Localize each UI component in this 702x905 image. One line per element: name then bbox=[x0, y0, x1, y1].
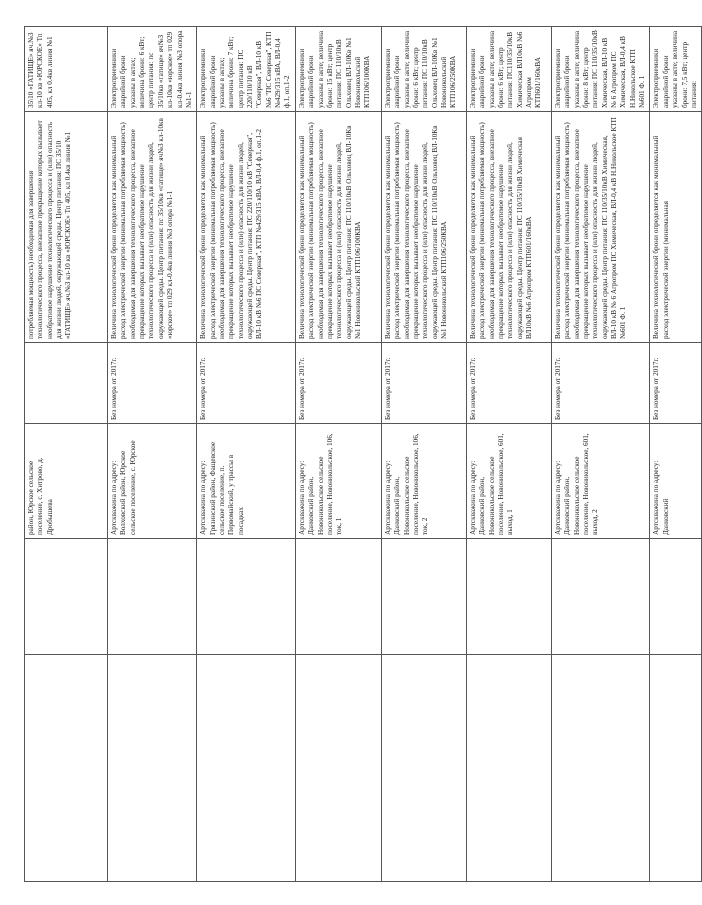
consumer-cell bbox=[25, 539, 108, 655]
consumer-cell bbox=[650, 539, 702, 655]
location-cell: район, Юрское сельское поселение, с. Хитрово, д. Дробышева bbox=[25, 424, 108, 539]
technological-reserve-cell: Величина технологической брони определяется как минимальный расход электрической энергии (минимальная потребляемая мощность) необходимая для завершения технологического процесса, внезапное прекращение которых вызывает необратимое нарушение технологического процесса и (или) опасность для жизни людей, окружающей среды. Центр питания: пс 35/10кв «гатище» яч№3 кл-10кв «юрское» тп 029 кл-0.4кв линия №3 опора №1-1 bbox=[108, 112, 197, 343]
technological-reserve-cell: Величина технологической брони определяется как минимальный расход электрической энергии (минимальная потребляемая мощность) необходимая для завершения технологического процесса, внезапное прекращение которых вызывает необратимое нарушение технологического процесса и (или) опасность для жизни людей, окружающей среды. Центр питания: ПС 110/35/10кВ Химическая ВЛ10кВ №6 Агропром КТП601/160кВА bbox=[466, 112, 551, 343]
act-number-cell: Без номера от 2017г. bbox=[551, 343, 650, 424]
row-number-cell bbox=[25, 655, 108, 882]
consumer-cell bbox=[108, 539, 197, 655]
act-number-cell: Без номера от 2017г. bbox=[381, 343, 466, 424]
row-number-cell bbox=[381, 655, 466, 882]
location-cell: Артскважина по адресу: Данковский район, Новоникольское сельское поселение, Новоникольское, 601, выход, 1 bbox=[466, 424, 551, 539]
emergency-reserve-cell: 35\10 «ГАТИЩЕ» яч.№3 кл-10 кв «ЮРСКОЕ» Тп 405, кл 0.4кв линия №1 bbox=[25, 27, 108, 112]
table-row bbox=[551, 27, 650, 882]
row-number-cell bbox=[108, 655, 197, 882]
location-cell: Артскважина по адресу: Данковский bbox=[650, 424, 702, 539]
emergency-reserve-cell: Электроприемники аварийной брони указаны в акте; величина брони: 6 кВт; центр питания: ПС110/35/10кВ Химическая ВЛ10кВ №6 Агропром КТП601/160кВА bbox=[466, 27, 551, 112]
location-cell: Артскважина по адресу: Данковский район, Новоникольское сельское поселение, Новоникольское, 106, ток, 2 bbox=[381, 424, 466, 539]
table-row bbox=[25, 27, 108, 882]
table-row bbox=[650, 27, 702, 882]
consumer-cell bbox=[197, 539, 296, 655]
table-row bbox=[197, 27, 296, 882]
consumer-cell bbox=[295, 539, 381, 655]
location-cell: Артскважина по адресу: Волховский район, Юрское сельское поселение, с. Юрское bbox=[108, 424, 197, 539]
technological-reserve-cell: потребляемая мощность) необходимая для завершения технологического процесса, внезапное прекращение которых вызывает необратимое нарушение технологического процесса и (или) опасность для жизни людей, окружающей среды. Центр питания: ПС 35/10 «ГАТИЩЕ» яч.№3 кл-10 кв «ЮРСКОЕ» Тп 405, кл 0.4кв линия №1 bbox=[25, 112, 108, 343]
table-row bbox=[466, 27, 551, 882]
location-cell: Артскважина по адресу: Данковский район, Новоникольское сельское поселение, Новоникольское, 601, выход, 2 bbox=[551, 424, 650, 539]
table-row bbox=[295, 27, 381, 882]
act-number-cell: Без номера от 2017г. bbox=[197, 343, 296, 424]
emergency-reserve-cell: Электроприемники аварийной брони указаны в акте; величина брони: 15 кВт; центр питания: ПС 110/10кВ Ольховец ВЛ-10Кв №1 Новоникольский КТП106/100КВА bbox=[295, 27, 381, 112]
location-cell: Артскважина по адресу: Данковский район, Новоникольское сельское поселение, Новоникольское, 106, ток, 1 bbox=[295, 424, 381, 539]
act-number-cell: Без номера от 2017г. bbox=[650, 343, 702, 424]
row-number-cell bbox=[466, 655, 551, 882]
emergency-reserve-cell: Электроприемники аварийной брони указаны в актах; величина брони: 6 кВт; центр питания: пс 35/10кв «гатище» яч№3 кл-10кв «юрское» тп 029 кл-0.4кв линия №3 опора №1-1 bbox=[108, 27, 197, 112]
emergency-reserve-cell: Электроприемники аварийной брони указаны в акте; величина брони: 8 кВт; центр питания: ПС 110/35/10кВ Химическая, ВЛ-10 кВ № 6 Агропром ПС Химическая, ВЛ-0,4 кВ Н.Никольское КТП №601 Ф. 1 bbox=[551, 27, 650, 112]
act-number-cell: Без номера от 2017г. bbox=[108, 343, 197, 424]
emergency-reserve-cell: Электроприемники аварийной брони указаны в актах; величина брони: 7 кВт; центр питания: ПС 220/110/10 кВ "Северная", ВЛ-10 кВ №6 "ПС Северная", КТП №429/315 кВА, ВЛ-0,4 ф.1, оп.1-2 bbox=[197, 27, 296, 112]
row-number-cell bbox=[650, 655, 702, 882]
consumer-cell bbox=[381, 539, 466, 655]
consumer-cell bbox=[466, 539, 551, 655]
consumer-cell bbox=[551, 539, 650, 655]
act-number-cell: Без номера от 2017г. bbox=[295, 343, 381, 424]
technological-reserve-cell: Величина технологической брони определяется как минимальный расход электрической энергии (минимальная bbox=[650, 112, 702, 343]
location-cell: Артскважина по адресу: Грязинский район, Фащевское сельское поселение, п. Первомайский, у трассы в посадках bbox=[197, 424, 296, 539]
act-number-cell bbox=[25, 343, 108, 424]
row-number-cell bbox=[197, 655, 296, 882]
table-row bbox=[108, 27, 197, 882]
row-number-cell bbox=[295, 655, 381, 882]
act-number-cell: Без номера от 2017г. bbox=[466, 343, 551, 424]
technological-reserve-cell: Величина технологической брони определяется как минимальный расход электрической энергии (минимальная потребляемая мощность) необходимая для завершения технологического процесса, внезапное прекращение которых вызывает необратимое нарушение технологического процесса и (или) опасность для жизни людей, окружающей среды. Центр питания: ПС 220/110/10 кВ "Северная", ВЛ-10 кВ №6 ПС Северная", КТП №429/315 кВА, ВЛ-0,4 ф.1, оп.1-2 bbox=[197, 112, 296, 343]
emergency-reserve-cell: Электроприемники аварийной брони указаны в акте; величина брони: 7,5 кВт; центр питания: bbox=[650, 27, 702, 112]
table-row bbox=[381, 27, 466, 882]
technological-reserve-cell: Величина технологической брони определяется как минимальный расход электрической энергии (минимальная потребляемая мощность) необходимая для завершения технологического процесса, внезапное прекращение которых вызывает необратимое нарушение технологического процесса и (или) опасность для жизни людей, окружающей среды. Центр питания: ПС 110/10кВ Ольховец ВЛ-10Кв №1 Новоникольский КТП106/100КВА bbox=[295, 112, 381, 343]
emergency-reserve-cell: Электроприемники аварийной брони указаны в акте; величина брони: 6 кВт; центр питания: ПС 110/10кВ Ольховец ВЛ-10Кв №1 Новоникольский КТП106/250КВА bbox=[381, 27, 466, 112]
row-number-cell bbox=[551, 655, 650, 882]
rotated-table-wrapper bbox=[24, 27, 698, 882]
technological-reserve-cell: Величина технологической брони определяется как минимальный расход электрической энергии (минимальная потребляемая мощность) необходимая для завершения технологического процесса, внезапное прекращение которых вызывает необратимое нарушение технологического процесса и (или) опасность для жизни людей, окружающей среды. Центр питания: ПС 110/35/10кВ Химическая, ВЛ-10 кВ № 6 Агропром ПС Химическая, ВЛ-0,4 кВ Н.Никольское КТП №601 Ф. 1 bbox=[551, 112, 650, 343]
technological-reserve-cell: Величина технологической брони определяется как минимальный расход электрической энергии (минимальная потребляемая мощность) необходимая для завершения технологического процесса, внезапное прекращение которых вызывает необратимое нарушение технологического процесса и (или) опасность для жизни людей, окружающей среды. Центр питания: ПС 110/10кВ Ольховец ВЛ-10Кв №1 Новоникольский КТП106/250КВА bbox=[381, 112, 466, 343]
reserve-table bbox=[24, 26, 702, 882]
